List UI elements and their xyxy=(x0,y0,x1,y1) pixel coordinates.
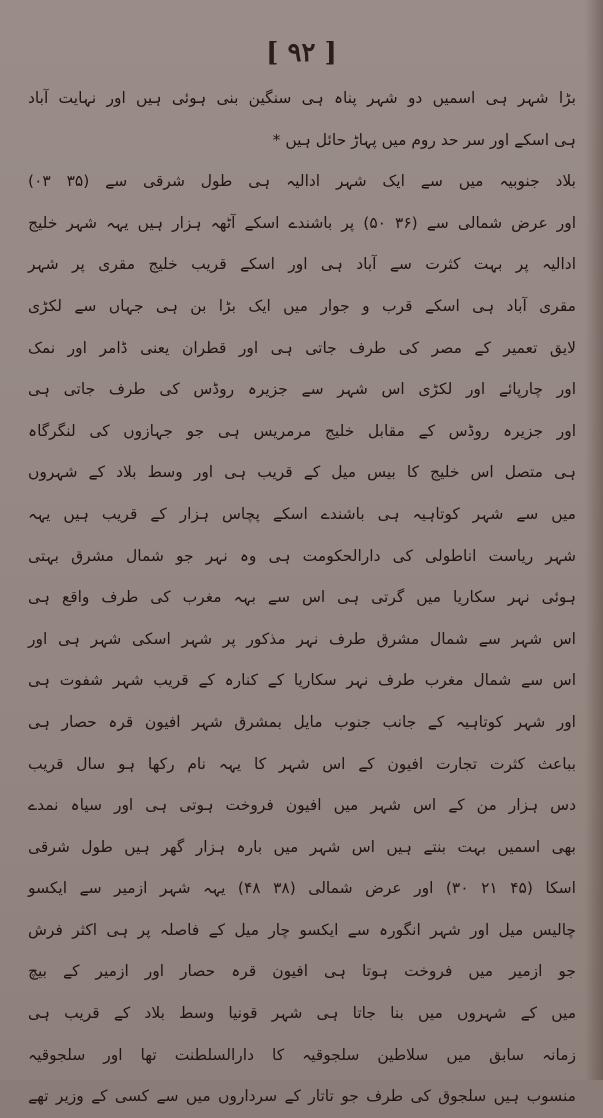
text-line: اسکا (۴۵ ۲۱ ۳۰) اور عرض شمالی (۳۸ ۴۸) یہہ شہر ازمیر سے ایکسو xyxy=(28,879,576,898)
text-line: اور شہر کوتاہیہ کے جانب جنوب مایل بمشرق شہر افیون قرہ حصار ہی xyxy=(28,712,576,731)
text-line: اس شہر سے شمال مشرق طرف نہر مذکور پر شہر اسکی شہر ہی اور xyxy=(28,629,576,648)
text-line: اس سے شمال مغرب طرف نہر سکاریا کے کنارہ کے قریب شہر شفوت ہی xyxy=(28,671,576,690)
text-line: ہی متصل اس خلیج کا بیس میل کے قریب ہی اور وسط بلاد کے شہروں xyxy=(28,463,576,482)
text-line: منسوب ہیں سلجوق کی طرف جو تاتار کے سرداروں میں سے کسی کے وزیر تھے xyxy=(28,1087,576,1106)
text-line: اور عرض شمالی سے (۳۶ ۵۰) پر باشندے اسکے آٹھہ ہزار ہیں یہہ شہر خلیج xyxy=(28,213,576,232)
text-line: ادالیہ پر بہت کثرت سے آباد ہی اور اسکے قریب خلیج مقری پر شہر xyxy=(28,255,576,274)
text-line: بلاد جنوبیہ میں سے ایک شہر ادالیہ ہی طول شرقی سے (۳۵ ۰۳) xyxy=(28,172,576,191)
text-line: اور چارپائے اور لکڑی اس شہر سے جزیرہ روڈس کی طرف جاتی ہی xyxy=(28,380,576,399)
text-line: بڑا شہر ہی اسمیں دو شہر پناہ ہی سنگین بنی ہوئی ہیں اور نہایت آباد xyxy=(28,89,576,107)
text-line: لایق تعمیر کے مصر کی طرف جاتی ہی اور قطران یعنی ڈامر اور نمک xyxy=(28,338,576,357)
text-line: بھی اسمیں بہت بنتے ہیں اس شہر میں بارہ ہزار گھر ہیں طول شرقی xyxy=(28,837,576,856)
text-line: چالیس میل اور شہر انگورہ سے ایکسو چار میل کے فاصلہ پر ہی اکثر فرش xyxy=(28,920,576,939)
text-line: میں کے شہروں میں بنا جاتا ہی شہر قونیا وسط بلاد کے قریب ہی xyxy=(28,1004,576,1023)
text-line: میں سے شہر کوتاہیہ ہی باشندے اسکے پچاس ہزار کے قریب ہیں یہہ xyxy=(28,504,576,523)
text-line: دس ہزار من کے اس شہر میں افیون فروخت ہوتی ہی اور سیاہ نمدے xyxy=(28,796,576,815)
body-text xyxy=(28,78,576,1118)
page-number: [ ٩٢ ] xyxy=(266,38,337,68)
text-line: اور جزیرہ روڈس کے مقابل خلیج مرمریس ہی جو جہازوں کی لنگرگاہ xyxy=(28,421,576,440)
text-line: جو ازمیر میں فروخت ہوتا ہی افیون قرہ حصار اور ازمیر کے بیچ xyxy=(28,962,576,981)
text-line: بباعث کثرت تجارت افیون کے اس شہر کا یہہ نام رکھا ہو سال قریب xyxy=(28,754,576,773)
text-line: ہی اسکے اور سر حد روم میں پہاڑ حائل ہیں * xyxy=(272,130,576,149)
text-line: شہر ریاست اناطولی کی دارالحکومت ہی وہ نہر جو شمال مشرق بہتی xyxy=(28,546,576,565)
text-line: زمانہ سابق میں سلاطین سلجوقیہ کا دارالسلطنت تھا اور سلجوقیہ xyxy=(28,1045,576,1064)
page-edge-shadow xyxy=(585,0,603,1080)
text-line: ہوئی نہر سکاریا میں گرتی ہی اس سے بہہ مغرب کی طرف واقع ہی xyxy=(28,588,576,607)
text-line: مقری آباد ہی اسکے قرب و جوار میں ایک بڑا بن ہی جہاں سے لکڑی xyxy=(28,296,576,315)
